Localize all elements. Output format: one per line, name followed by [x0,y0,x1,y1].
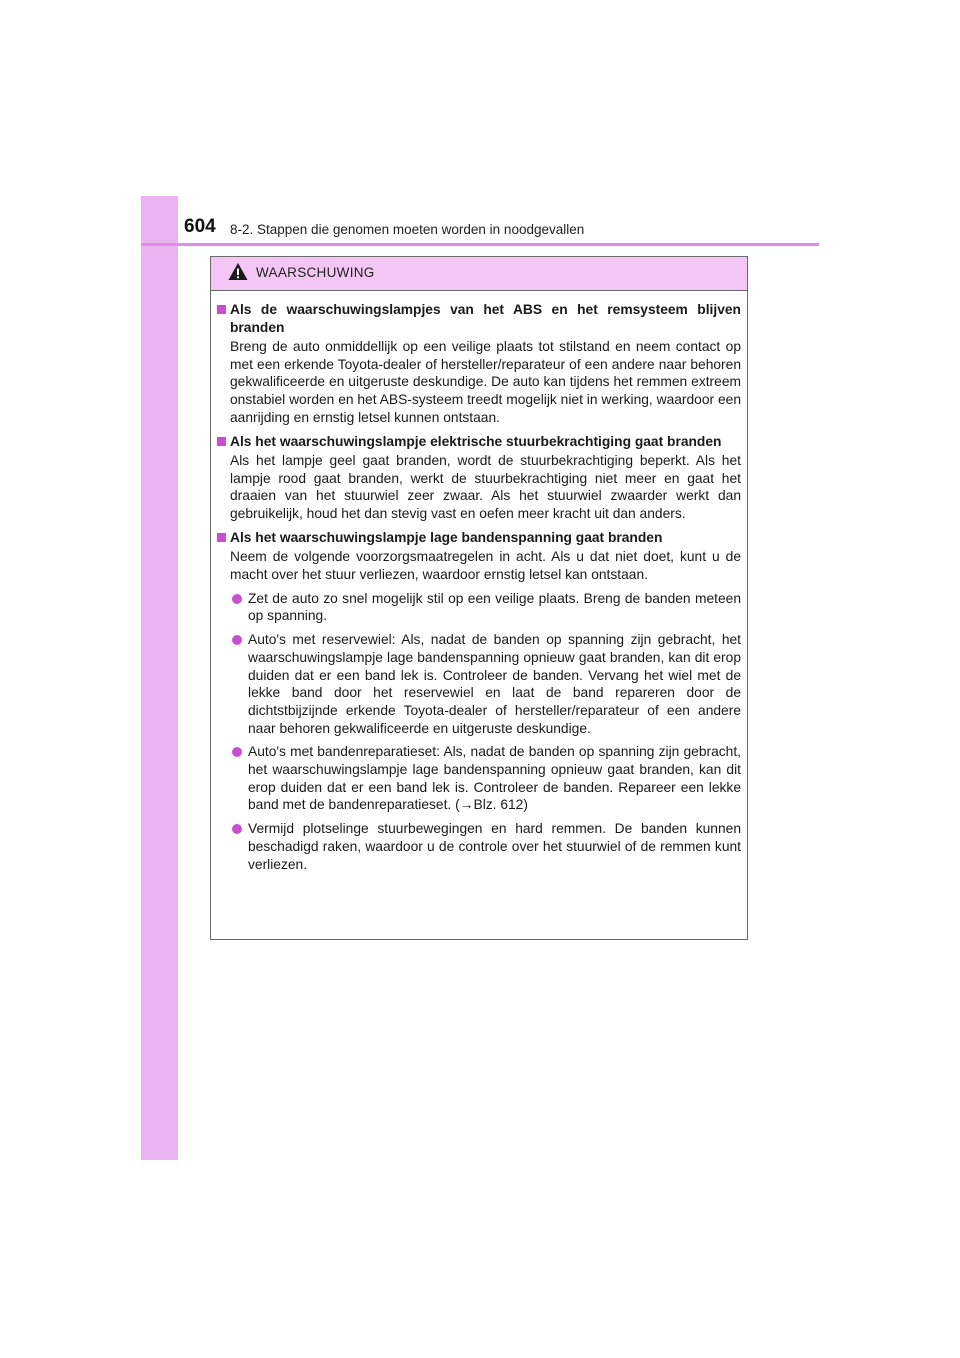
warning-header [211,257,747,291]
list-item [230,743,741,814]
warning-item-power-steering [217,433,741,523]
item-text: Neem de volgende voorzorgsmaatregelen in acht. Als u dat niet doet, kunt u de macht over het stuur verliezen, waardoor ernstig letsel kan ontstaan. [230,549,741,583]
round-bullet-icon [232,594,242,604]
header-rule [141,243,819,246]
section-title: 8-2. Stappen die genomen moeten worden in noodgevallen [230,222,585,237]
warning-box [210,256,748,940]
warning-item-tire-pressure [217,529,741,873]
page-number: 604 [184,216,216,237]
item-heading: Als het waarschuwingslampje lage bandenspanning gaat branden [230,529,663,545]
warning-body [211,291,747,873]
warning-title: WAARSCHUWING [256,265,375,280]
item-text: Als het lampje geel gaat branden, wordt de stuurbekrachtiging beperkt. Als het lampje rood gaat branden, werkt de stuurbekrachtiging niet meer en gaat het draaien van het stuurwiel zeer zwaar. Als het stuurwiel zwaarder werkt dan gebruikelijk, houd het dan stevig vast en oefen meer kracht uit dan anders. [230,453,741,522]
list-item [230,631,741,737]
item-text: Breng de auto onmiddellijk op een veilige plaats tot stilstand en neem contact op met een erkende Toyota-dealer of hersteller/reparateur of een andere naar behoren gekwalificeerde en uitgeruste deskundige. De auto kan tijdens het remmen extreem onstabiel worden en het ABS-systeem treedt mogelijk niet in werking, waardoor een aanrijding en ernstig letsel kunnen ontstaan. [230,339,741,425]
list-item [230,590,741,625]
list-item-text: Vermijd plotselinge stuurbewegingen en hard remmen. De banden kunnen beschadigd raken, waardoor u de controle over het stuurwiel of de remmen kunt verliezen. [248,821,741,872]
square-bullet-icon [217,533,226,542]
list-item-text: Zet de auto zo snel mogelijk stil op een veilige plaats. Breng de banden meteen op spanning. [248,590,741,624]
item-heading: Als het waarschuwingslampje elektrische stuurbekrachtiging gaat branden [230,433,722,449]
round-bullet-icon [232,824,242,834]
chapter-side-tab [141,196,178,1160]
square-bullet-icon [217,437,226,446]
list-item [230,820,741,873]
warning-item-abs [217,301,741,427]
list-item-text: Auto's met reservewiel: Als, nadat de banden op spanning zijn gebracht, het waarschuwingslampje lage bandenspanning opnieuw gaat branden, kan dit erop duiden dat er een band lek is. Controleer de banden. Vervang het wiel met de lekke band door het reservewiel en laat de band repareren door de dichtstbijzijnde erkende Toyota-dealer of hersteller/reparateur of een andere naar behoren gekwalificeerde en uitgeruste deskundige. [248,632,741,736]
square-bullet-icon [217,305,226,314]
round-bullet-icon [232,635,242,645]
list-item-text: Auto's met bandenreparatieset: Als, nadat de banden op spanning zijn gebracht, het waarschuwingslampje lage bandenspanning opnieuw gaat branden, kan dit erop duiden dat er een band lek is. Controleer de banden. Repareer een lekke band met de bandenreparatieset. (→Blz. 612) [248,744,741,813]
warning-triangle-icon [228,262,248,281]
round-bullet-icon [232,747,242,757]
item-heading: Als de waarschuwingslampjes van het ABS en het remsysteem blijven branden [230,302,741,335]
